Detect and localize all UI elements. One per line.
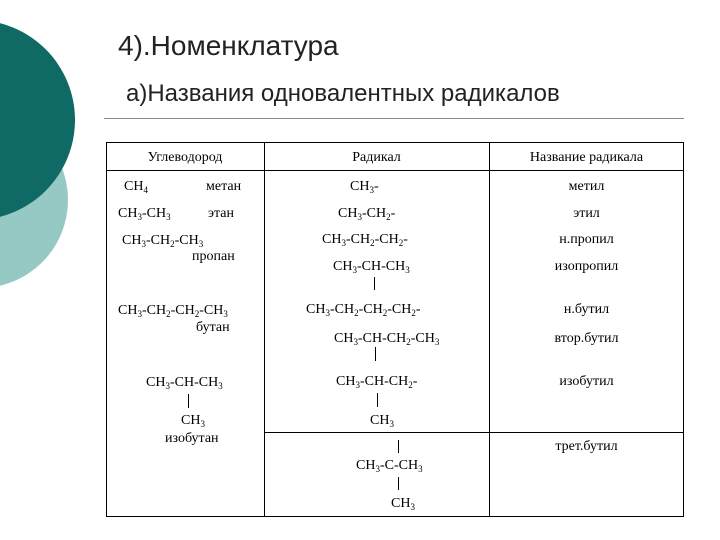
decorative-circles [0,0,110,300]
column-header-radical: Радикал [352,150,401,165]
radical-n-butyl: $CH_3-CH_2-CH_2-CH_2-$ [306,302,421,318]
column-header-radical-name: Название радикала [529,150,644,165]
radical-methyl: $CH_3-$ [350,179,379,195]
bond-line [398,440,399,453]
name-ethane: этан [208,206,235,221]
radical-isopropyl: $CH_3-CH-CH_3$ [333,259,410,275]
radical-name: этил [573,206,600,221]
radical-name: н.пропил [559,232,614,247]
radical-name: изопропил [554,259,619,274]
formula-isobutane-main: $CH_3-CH-CH_3$ [146,375,223,391]
radical-sec-butyl: $CH_3-CH-CH_2-CH_3$ [334,331,440,347]
title-divider [104,118,684,119]
formula-ethane: $CH_3-CH_3$ [118,206,171,222]
radical-name: трет.бутил [555,439,618,454]
formula-propane: $CH_3-CH_2-CH_3$ [122,233,204,249]
name-propane: пропан [192,249,235,264]
radical-name: втор.бутил [554,331,619,346]
formula-methane: $CH_4$ [124,179,148,195]
page-subtitle: а)Названия одновалентных радикалов [126,80,560,107]
column-header-hydrocarbon: Углеводород [147,150,223,165]
header-divider [106,170,684,171]
name-isobutane: изобутан [165,431,219,446]
name-butane: бутан [196,320,230,335]
radical-name: изобутил [559,374,614,389]
radical-isobutyl-branch: $CH_3$ [370,413,394,429]
radical-name: метил [568,179,605,194]
radical-ethyl: $CH_3-CH_2-$ [338,206,396,222]
bond-line [375,347,376,361]
bond-line [188,394,189,408]
column-divider [489,142,490,517]
formula-butane: $CH_3-CH_2-CH_2-CH_3$ [118,303,228,319]
radical-tert-butyl-main: $CH_3-C-CH_3$ [356,458,423,474]
radical-name: н.бутил [563,302,610,317]
row-divider [264,432,684,433]
bond-line [374,277,375,290]
radical-n-propyl: $CH_3-CH_2-CH_2-$ [322,232,408,248]
bond-line [377,393,378,407]
page-title: 4).Номенклатура [118,30,339,61]
name-methane: метан [206,179,242,194]
radical-tert-butyl-branch: $CH_3$ [391,496,415,512]
radical-isobutyl-main: $CH_3-CH-CH_2-$ [336,374,418,390]
bond-line [398,477,399,490]
column-divider [264,142,265,517]
formula-isobutane-branch: $CH_3$ [181,413,205,429]
